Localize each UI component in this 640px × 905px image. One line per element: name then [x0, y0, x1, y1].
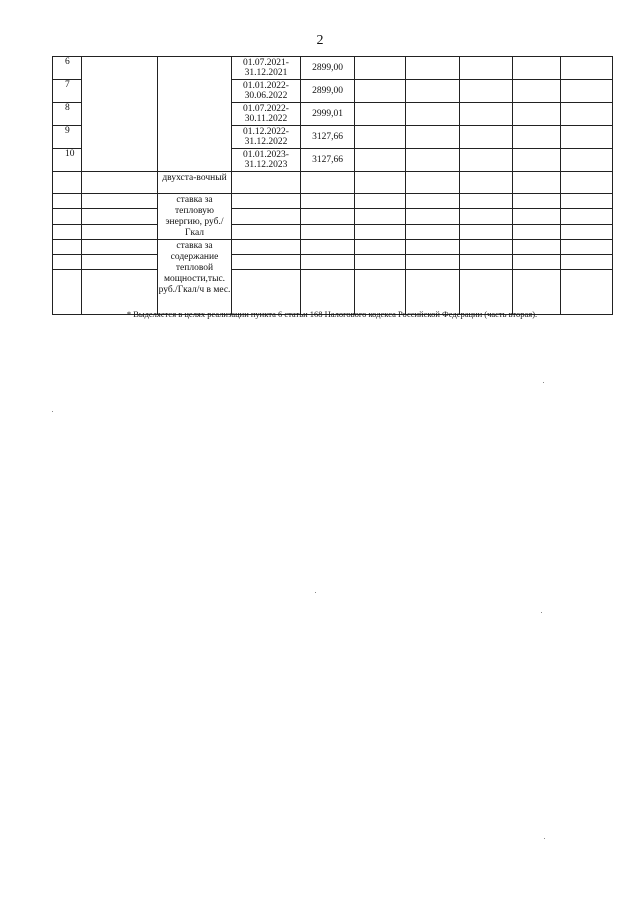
scan-speck: [544, 838, 545, 839]
period-cell: [232, 80, 301, 103]
tariff-value: 2899,00: [301, 80, 355, 103]
period-to: 31.12.2023: [244, 160, 288, 170]
period-from: 01.01.2023-: [243, 150, 289, 160]
table-row: [53, 240, 613, 255]
empty-cell: [82, 57, 158, 172]
scan-speck: [52, 411, 53, 412]
page-number: 2: [316, 33, 324, 48]
energy-rate-label: ставка за тепловую энергию, руб./Гкал: [158, 194, 232, 240]
period-cell: [232, 126, 301, 149]
period-cell: [232, 103, 301, 126]
period-to: 31.12.2022: [244, 137, 288, 147]
row-number: 6: [53, 57, 82, 80]
scan-speck: [315, 592, 316, 593]
period-to: 31.12.2021: [244, 68, 288, 78]
row-number: 7: [53, 80, 82, 103]
tariff-value: 2899,00: [301, 57, 355, 80]
row-number: 10: [53, 149, 82, 172]
tariff-value: 3127,66: [301, 149, 355, 172]
table-row: [53, 172, 613, 194]
table-row: [53, 209, 613, 224]
table-row: [53, 270, 613, 315]
tariff-value: 2999,01: [301, 103, 355, 126]
period-cell: [232, 149, 301, 172]
capacity-rate-label: ставка за содержание тепловой мощности,тыс. руб./Гкал/ч в мес.: [158, 240, 232, 315]
period-to: 30.11.2022: [244, 114, 288, 124]
period-to: 30.06.2022: [244, 91, 288, 101]
period-cell: [232, 57, 301, 80]
footnote: * Выделяется в целях реализации пункта 6 статьи 168 Налогового кодекса Российской Федерации (часть вторая).: [126, 309, 538, 319]
table-row: [53, 194, 613, 209]
table-row: [53, 255, 613, 270]
table-row: [53, 224, 613, 239]
tariff-value: 3127,66: [301, 126, 355, 149]
table-row: [53, 57, 613, 80]
period-from: 01.07.2021-: [243, 58, 289, 68]
scan-speck: [541, 612, 542, 613]
row-number: 9: [53, 126, 82, 149]
tariff-table: [52, 56, 612, 315]
period-from: 01.07.2022-: [243, 104, 289, 114]
row-number: 8: [53, 103, 82, 126]
period-from: 01.01.2022-: [243, 81, 289, 91]
empty-cell: [158, 57, 232, 172]
period-from: 01.12.2022-: [243, 127, 289, 137]
scan-speck: [543, 382, 544, 383]
two-part-rate-label: двухста-вочный: [158, 172, 232, 194]
